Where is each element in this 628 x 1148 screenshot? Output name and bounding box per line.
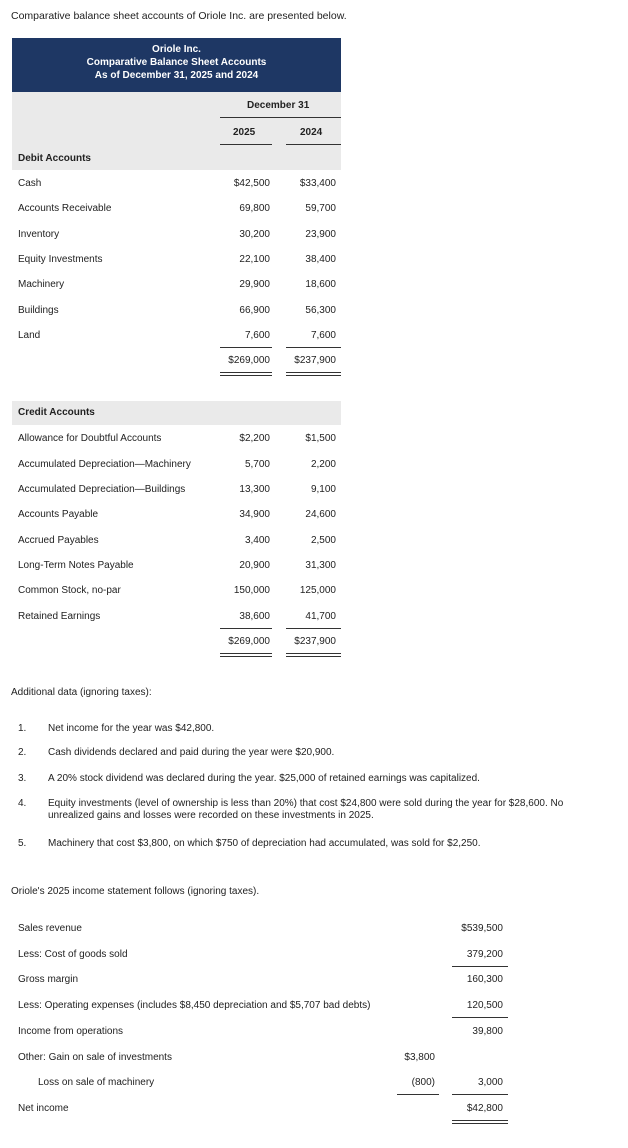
credit-row-label: Long-Term Notes Payable xyxy=(18,560,134,571)
credit-row-2025: 13,300 xyxy=(239,484,270,495)
additional-item-number: 2. xyxy=(18,747,27,758)
credit-row-label: Accumulated Depreciation—Machinery xyxy=(18,459,191,470)
credit-heading: Credit Accounts xyxy=(18,407,95,418)
statement-subtitle: As of December 31, 2025 and 2024 xyxy=(94,70,259,81)
credit-row-2024: 125,000 xyxy=(299,585,336,596)
debit-subtotal-rule-2024 xyxy=(286,347,341,348)
credit-total-double-rule-2025 xyxy=(220,653,272,657)
opex-rule xyxy=(452,1017,508,1018)
credit-row-2024: $1,500 xyxy=(305,433,336,444)
additional-item-text: Cash dividends declared and paid during the year were $20,900. xyxy=(48,747,335,758)
other-outer-rule xyxy=(452,1094,508,1095)
credit-row-2025: 34,900 xyxy=(239,509,270,520)
net-income-label: Net income xyxy=(18,1103,69,1114)
income-from-operations-label: Income from operations xyxy=(18,1026,124,1037)
cogs-label: Less: Cost of goods sold xyxy=(18,949,128,960)
loss-on-sale-label: Loss on sale of machinery xyxy=(38,1077,155,1088)
credit-row-2025: 150,000 xyxy=(233,585,270,596)
sales-revenue-label: Sales revenue xyxy=(18,923,82,934)
debit-row-2024: 23,900 xyxy=(305,229,336,240)
credit-subtotal-rule-2025 xyxy=(220,628,272,629)
income-statement-heading: Oriole's 2025 income statement follows (ignoring taxes). xyxy=(11,886,260,897)
debit-total-double-rule-2024 xyxy=(286,372,341,376)
gross-margin-value: 160,300 xyxy=(466,974,503,985)
column-header-rule-2025 xyxy=(220,144,272,145)
balance-sheet-header xyxy=(12,38,341,92)
debit-row-2025: 29,900 xyxy=(239,279,270,290)
debit-row-2024: 59,700 xyxy=(305,203,336,214)
loss-on-sale-value: (800) xyxy=(411,1077,435,1088)
other-inner-rule xyxy=(397,1094,439,1095)
debit-row-2024: $33,400 xyxy=(299,178,336,189)
credit-row-2024: 2,500 xyxy=(310,535,336,546)
credit-row-2024: 2,200 xyxy=(310,459,336,470)
net-income-double-rule xyxy=(452,1120,508,1124)
debit-total-2025: $269,000 xyxy=(228,355,270,366)
debit-row-2024: 56,300 xyxy=(305,305,336,316)
gain-on-sale-value: $3,800 xyxy=(404,1052,435,1063)
debit-row-label: Cash xyxy=(18,178,42,189)
debit-row-label: Buildings xyxy=(18,305,59,316)
credit-row-2024: 24,600 xyxy=(305,509,336,520)
credit-row-2025: $2,200 xyxy=(239,433,270,444)
credit-total-double-rule-2024 xyxy=(286,653,341,657)
additional-item-number: 3. xyxy=(18,773,27,784)
credit-row-2025: 20,900 xyxy=(239,560,270,571)
additional-item-number: 5. xyxy=(18,838,27,849)
operating-expenses-label: Less: Operating expenses (includes $8,450 depreciation and $5,707 bad debts) xyxy=(18,1000,371,1011)
debit-row-2024: 18,600 xyxy=(305,279,336,290)
debit-row-2025: 66,900 xyxy=(239,305,270,316)
net-income-value: $42,800 xyxy=(466,1103,503,1114)
debit-heading: Debit Accounts xyxy=(18,153,91,164)
cogs-value: 379,200 xyxy=(466,949,503,960)
credit-total-2024: $237,900 xyxy=(294,636,336,647)
statement-title: Comparative Balance Sheet Accounts xyxy=(86,57,267,68)
operating-expenses-value: 120,500 xyxy=(466,1000,503,1011)
additional-item-number: 4. xyxy=(18,798,27,809)
other-total-value: 3,000 xyxy=(477,1077,503,1088)
cogs-rule xyxy=(452,966,508,967)
additional-item-text: Net income for the year was $42,800. xyxy=(48,723,215,734)
credit-row-2024: 31,300 xyxy=(305,560,336,571)
credit-row-2025: 3,400 xyxy=(244,535,270,546)
additional-item-text: Machinery that cost $3,800, on which $750 of depreciation had accumulated, was sold for $2,250. xyxy=(48,838,481,849)
debit-subtotal-rule-2025 xyxy=(220,347,272,348)
intro-text: Comparative balance sheet accounts of Oriole Inc. are presented below. xyxy=(11,10,347,22)
debit-total-2024: $237,900 xyxy=(294,355,336,366)
debit-row-2024: 7,600 xyxy=(310,330,336,341)
debit-row-2025: 30,200 xyxy=(239,229,270,240)
credit-row-label: Allowance for Doubtful Accounts xyxy=(18,433,162,444)
column-header-2025: 2025 xyxy=(233,127,256,138)
credit-row-label: Accrued Payables xyxy=(18,535,99,546)
debit-row-2024: 38,400 xyxy=(305,254,336,265)
additional-item-text: Equity investments (level of ownership is less than 20%) that cost $24,800 were sold during the year for $28,600. No unrealized gains and losses were recorded on these investments in 2025. xyxy=(48,798,564,821)
credit-row-2025: 5,700 xyxy=(244,459,270,470)
debit-row-label: Equity Investments xyxy=(18,254,103,265)
column-header-rule-2024 xyxy=(286,144,341,145)
company-name: Oriole Inc. xyxy=(152,44,201,55)
additional-item-number: 1. xyxy=(18,723,27,734)
debit-row-label: Land xyxy=(18,330,41,341)
debit-row-label: Accounts Receivable xyxy=(18,203,112,214)
credit-row-2024: 9,100 xyxy=(310,484,336,495)
debit-row-label: Inventory xyxy=(18,229,60,240)
debit-total-double-rule-2025 xyxy=(220,372,272,376)
gross-margin-label: Gross margin xyxy=(18,974,79,985)
credit-total-2025: $269,000 xyxy=(228,636,270,647)
credit-row-2025: 38,600 xyxy=(239,611,270,622)
sales-revenue-value: $539,500 xyxy=(461,923,503,934)
additional-data-heading: Additional data (ignoring taxes): xyxy=(11,687,152,698)
credit-row-label: Accumulated Depreciation—Buildings xyxy=(18,484,186,495)
debit-row-2025: 22,100 xyxy=(239,254,270,265)
column-header-2024: 2024 xyxy=(300,127,323,138)
credit-subtotal-rule-2024 xyxy=(286,628,341,629)
credit-row-label: Accounts Payable xyxy=(18,509,99,520)
credit-row-2024: 41,700 xyxy=(305,611,336,622)
column-group-rule xyxy=(220,117,341,118)
income-from-operations-value: 39,800 xyxy=(472,1026,503,1037)
debit-row-label: Machinery xyxy=(18,279,65,290)
credit-row-label: Retained Earnings xyxy=(18,611,101,622)
gain-on-sale-label: Other: Gain on sale of investments xyxy=(18,1052,172,1063)
debit-row-2025: $42,500 xyxy=(233,178,270,189)
column-group-header: December 31 xyxy=(247,100,310,111)
debit-row-2025: 69,800 xyxy=(239,203,270,214)
credit-row-label: Common Stock, no-par xyxy=(18,585,121,596)
debit-row-2025: 7,600 xyxy=(244,330,270,341)
additional-item-text: A 20% stock dividend was declared during the year. $25,000 of retained earnings was capitalized. xyxy=(48,773,480,784)
